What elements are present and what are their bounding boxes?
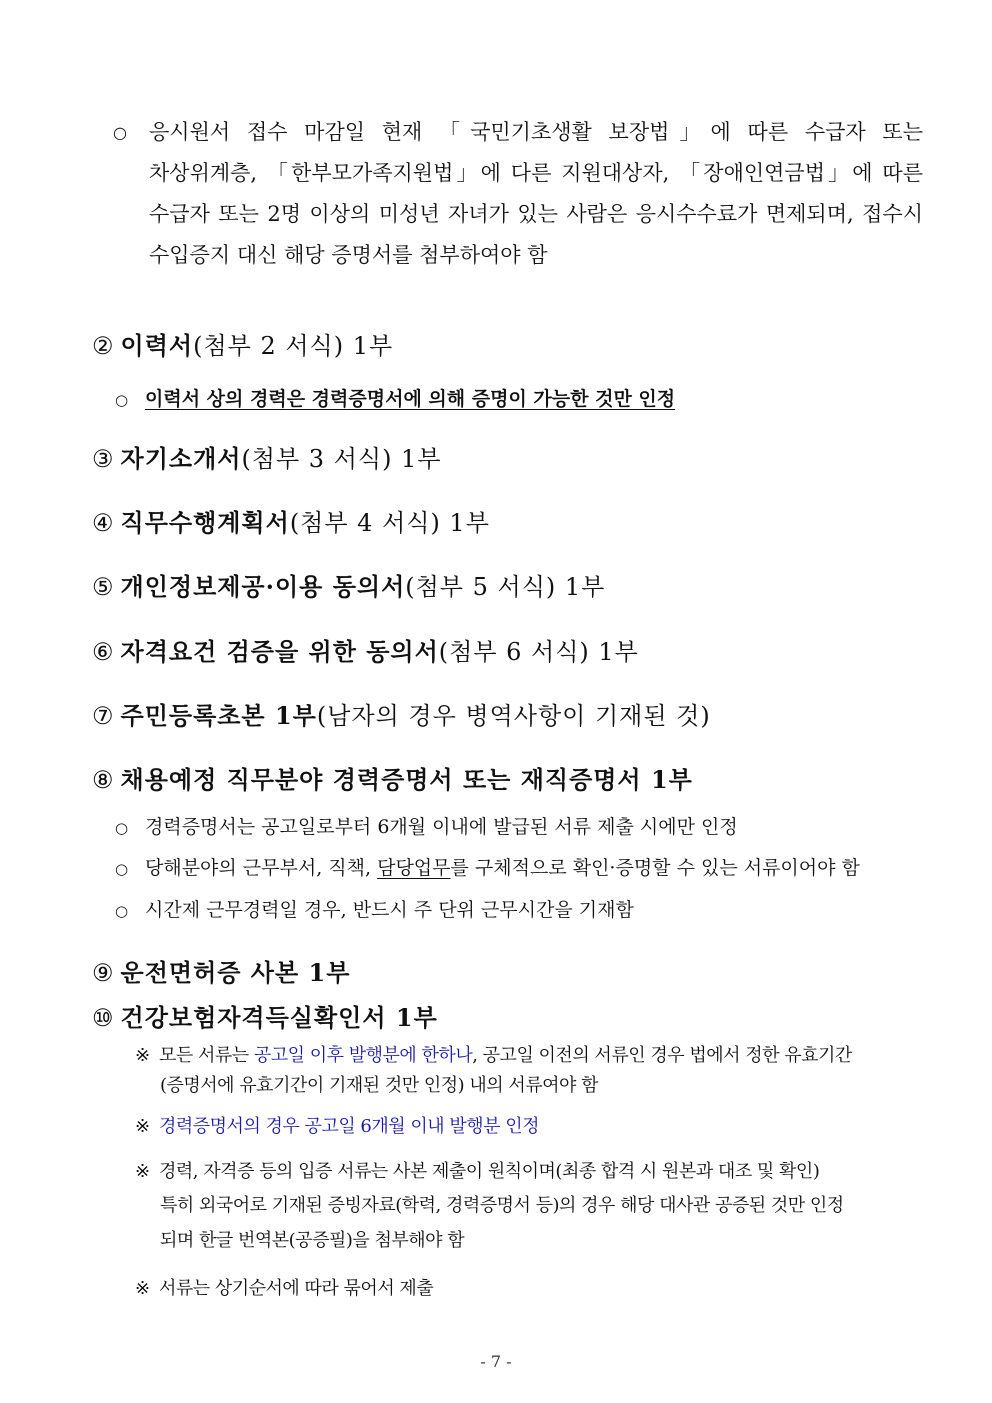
career-note-1 (115, 812, 738, 839)
item-number: ② (92, 332, 115, 360)
bullet-marker: ○ (113, 123, 127, 142)
item-title: 주민등록초본 1부 (120, 701, 317, 730)
footnote-validity (135, 1041, 852, 1067)
page-number: - 7 - (480, 1352, 512, 1371)
item-title: 직무수행계획서 (120, 508, 290, 537)
item-suffix: (첨부 2 서식) 1부 (193, 332, 394, 360)
item-career-certificate (92, 760, 693, 795)
item-number: ③ (92, 445, 115, 473)
item-suffix: (첨부 5 서식) 1부 (405, 573, 606, 601)
career-note-text-pre: 당해분야의 근무부서, 직책, (145, 857, 378, 879)
item-suffix: (남자의 경우 병역사항이 기재된 것) (316, 702, 711, 730)
resume-note-text: 이력서 상의 경력은 경력증명서에 의해 증명이 가능한 것만 인정 (145, 388, 676, 410)
item-resume (92, 326, 393, 361)
item-number: ⑤ (92, 573, 115, 601)
item-title: 채용예정 직무분야 경력증명서 또는 재직증명서 1부 (120, 765, 693, 794)
footnote-copies-cont-1: 특히 외국어로 기재된 증빙자료(학력, 경력증명서 등)의 경우 해당 대사관 공증된 것만 인정 (160, 1195, 844, 1216)
item-number: ⑩ (92, 1004, 115, 1032)
footnote-order (135, 1274, 433, 1300)
item-number: ⑥ (92, 638, 115, 666)
item-number: ⑨ (92, 959, 115, 987)
item-title: 자격요건 검증을 위한 동의서 (120, 637, 439, 666)
career-note-underlined: 담당업무 (377, 857, 451, 879)
note-marker: ※ (135, 1278, 150, 1299)
footnote-text-pre: 모든 서류는 (159, 1045, 254, 1066)
footnote-highlight: 공고일 이후 발행분에 한하나 (253, 1045, 473, 1066)
item-title: 자기소개서 (120, 444, 242, 473)
footnote-validity-cont: (증명서에 유효기간이 기재된 것만 인정) 내의 서류여야 함 (160, 1075, 599, 1096)
item-job-plan (92, 503, 490, 538)
bullet-marker: ○ (115, 819, 129, 837)
item-resident-registration (92, 696, 711, 731)
career-note-text: 경력증명서는 공고일로부터 6개월 이내에 발급된 서류 제출 시에만 인정 (145, 816, 738, 838)
footnote-text: 서류는 상기순서에 따라 묶어서 제출 (159, 1278, 434, 1299)
item-suffix: (첨부 3 서식) 1부 (241, 445, 442, 473)
career-note-3 (115, 895, 634, 922)
career-note-text-post: 를 구체적으로 확인·증명할 수 있는 서류이어야 함 (450, 857, 860, 879)
fee-exemption-text: 응시원서 접수 마감일 현재 「국민기초생활 보장법」에 따른 수급자 또는 차상위계층, 「한부모가족지원법」에 다른 지원대상자, 「장애인연금법」에 따른 수급자 또는 2명 이상의 미성년 자녀가 있는 사람은 응시수수료가 면제되며, 접수시 수입증지 대신 해당 증명서를 첨부하여야 함 (149, 120, 923, 267)
item-self-introduction (92, 439, 442, 474)
note-marker: ※ (135, 1116, 150, 1137)
item-title: 개인정보제공·이용 동의서 (120, 572, 406, 601)
item-title: 운전면허증 사본 1부 (120, 958, 351, 987)
item-number: ⑧ (92, 766, 115, 794)
item-suffix: (첨부 4 서식) 1부 (289, 509, 490, 537)
footnote-copies (135, 1157, 819, 1183)
footnote-text-post: , 공고일 이전의 서류인 경우 법에서 정한 유효기간 (472, 1045, 852, 1066)
item-health-insurance (92, 998, 438, 1033)
item-drivers-license (92, 953, 350, 988)
career-note-text: 시간제 근무경력일 경우, 반드시 주 단위 근무시간을 기재함 (145, 899, 634, 921)
item-title: 이력서 (120, 331, 194, 360)
bullet-marker: ○ (115, 391, 129, 409)
career-note-2 (115, 853, 860, 880)
item-title: 건강보험자격득실확인서 1부 (120, 1003, 438, 1032)
note-marker: ※ (135, 1161, 150, 1182)
footnote-highlight: 경력증명서의 경우 공고일 6개월 이내 발행분 인정 (159, 1116, 540, 1137)
item-privacy-consent (92, 567, 605, 602)
item-number: ⑦ (92, 702, 115, 730)
item-suffix: (첨부 6 서식) 1부 (438, 638, 639, 666)
item-number: ④ (92, 509, 115, 537)
footnote-career-period (135, 1112, 539, 1138)
note-marker: ※ (135, 1045, 150, 1066)
fee-exemption-bullet (113, 112, 923, 276)
footnote-text: 경력, 자격증 등의 입증 서류는 사본 제출이 원칙이며(최종 합격 시 원본과 대조 및 확인) (159, 1161, 820, 1182)
footnote-copies-cont-2: 되며 한글 번역본(공증필)을 첨부해야 함 (160, 1230, 465, 1251)
bullet-marker: ○ (115, 860, 129, 878)
item-qualification-consent (92, 632, 639, 667)
resume-note (115, 384, 675, 411)
bullet-marker: ○ (115, 902, 129, 920)
